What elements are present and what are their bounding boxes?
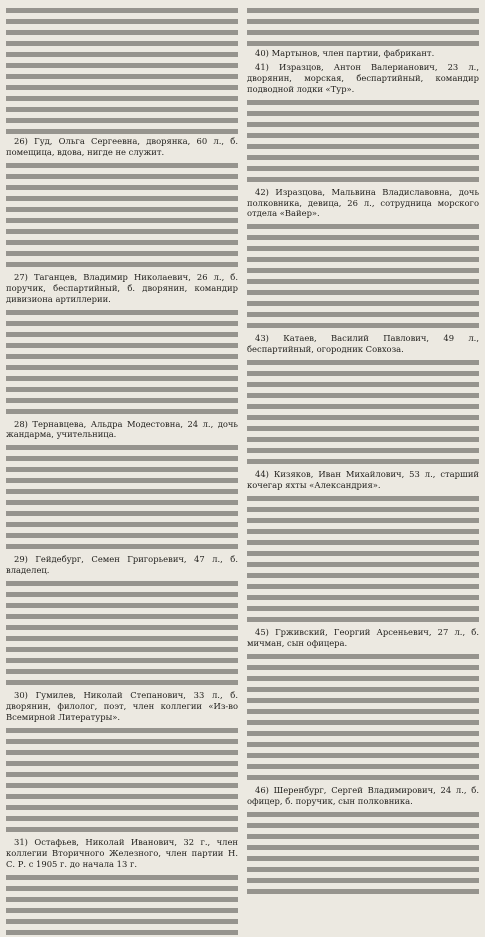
entry-27 — [6, 272, 238, 416]
entry-43-text: 43) Катаев, Василий Павлович, 49 л., беспартийный, огородник Совхоза. — [247, 333, 479, 355]
entry-42-text: 42) Изразцова, Мальвина Владиславовна, дочь полковника, девица, 26 л., сотрудница морского отдела «Вайер». — [247, 186, 479, 219]
entry-41-placeholder — [247, 96, 479, 184]
entry-30-text: 30) Гумилев, Николай Степанович, 33 л., б. дворянин, филолог, поэт, член коллегии «Из-во Всемирной Литературы». — [6, 690, 238, 722]
entry-26-placeholder — [6, 159, 238, 269]
entry-43-placeholder — [247, 356, 479, 466]
left-top-placeholder — [6, 4, 238, 136]
entry-27-text: 27) Таганцев, Владимир Николаевич, 26 л., б. поручик, беспартийный, б. дворянин, командир дивизиона артиллерии. — [6, 271, 238, 304]
entry-29 — [6, 554, 238, 687]
entry-31-text: 31) Остафьев, Николай Иванович, 32 г., член коллегии Вторичного Железного, член партии Н. С. Р. с 1905 г. до начала 13 г. — [6, 836, 238, 869]
entry-29-text: 29) Гейдебург, Семен Григорьевич, 47 л., б. владелец. — [6, 554, 238, 576]
entry-46-placeholder — [247, 808, 479, 896]
entry-44-placeholder — [247, 492, 479, 624]
entry-46 — [247, 785, 479, 896]
entry-40-text: 40) Мартынов, член партии, фабрикант. — [255, 48, 435, 58]
entry-45-placeholder — [247, 650, 479, 782]
entry-44 — [247, 469, 479, 624]
entry-28-text: 28) Тернавцева, Альдра Модестовна, 24 л., дочь жандарма, учительница. — [6, 418, 238, 440]
entry-46-text: 46) Шеренбург, Сергей Владимирович, 24 л., б. офицер, б. поручик, сын полковника. — [247, 784, 479, 806]
entry-41 — [247, 62, 479, 184]
entry-31-placeholder — [6, 871, 238, 937]
entry-29-placeholder — [6, 577, 238, 687]
left-column — [6, 3, 238, 869]
entry-40 — [247, 4, 479, 59]
entry-30-placeholder — [6, 724, 238, 834]
entry-26 — [6, 136, 238, 269]
entry-45 — [247, 627, 479, 782]
entry-41-text: 41) Изразцов, Антон Валерианович, 23 л., дворянин, морская, беспартийный, командир подводной лодки «Тур». — [247, 61, 479, 94]
entry-43 — [247, 333, 479, 466]
entry-31 — [6, 837, 238, 937]
entry-27-placeholder — [6, 306, 238, 416]
entry-28 — [6, 419, 238, 552]
entry-42 — [247, 187, 479, 331]
entry-26-text: 26) Гуд, Ольга Сергеевна, дворянка, 60 л., б. помещица, вдова, нигде не служит. — [6, 136, 238, 157]
entry-45-text: 45) Грживский, Георгий Арсеньевич, 27 л., б. мичман, сын офицера. — [247, 626, 479, 648]
right-top-placeholder — [247, 4, 479, 48]
entry-44-text: 44) Кизяков, Иван Михайлович, 53 л., старший кочегар яхты «Александрия». — [247, 469, 479, 491]
entry-42-placeholder — [247, 220, 479, 330]
entry-28-placeholder — [6, 441, 238, 551]
right-column — [247, 3, 479, 806]
entry-30 — [6, 690, 238, 834]
